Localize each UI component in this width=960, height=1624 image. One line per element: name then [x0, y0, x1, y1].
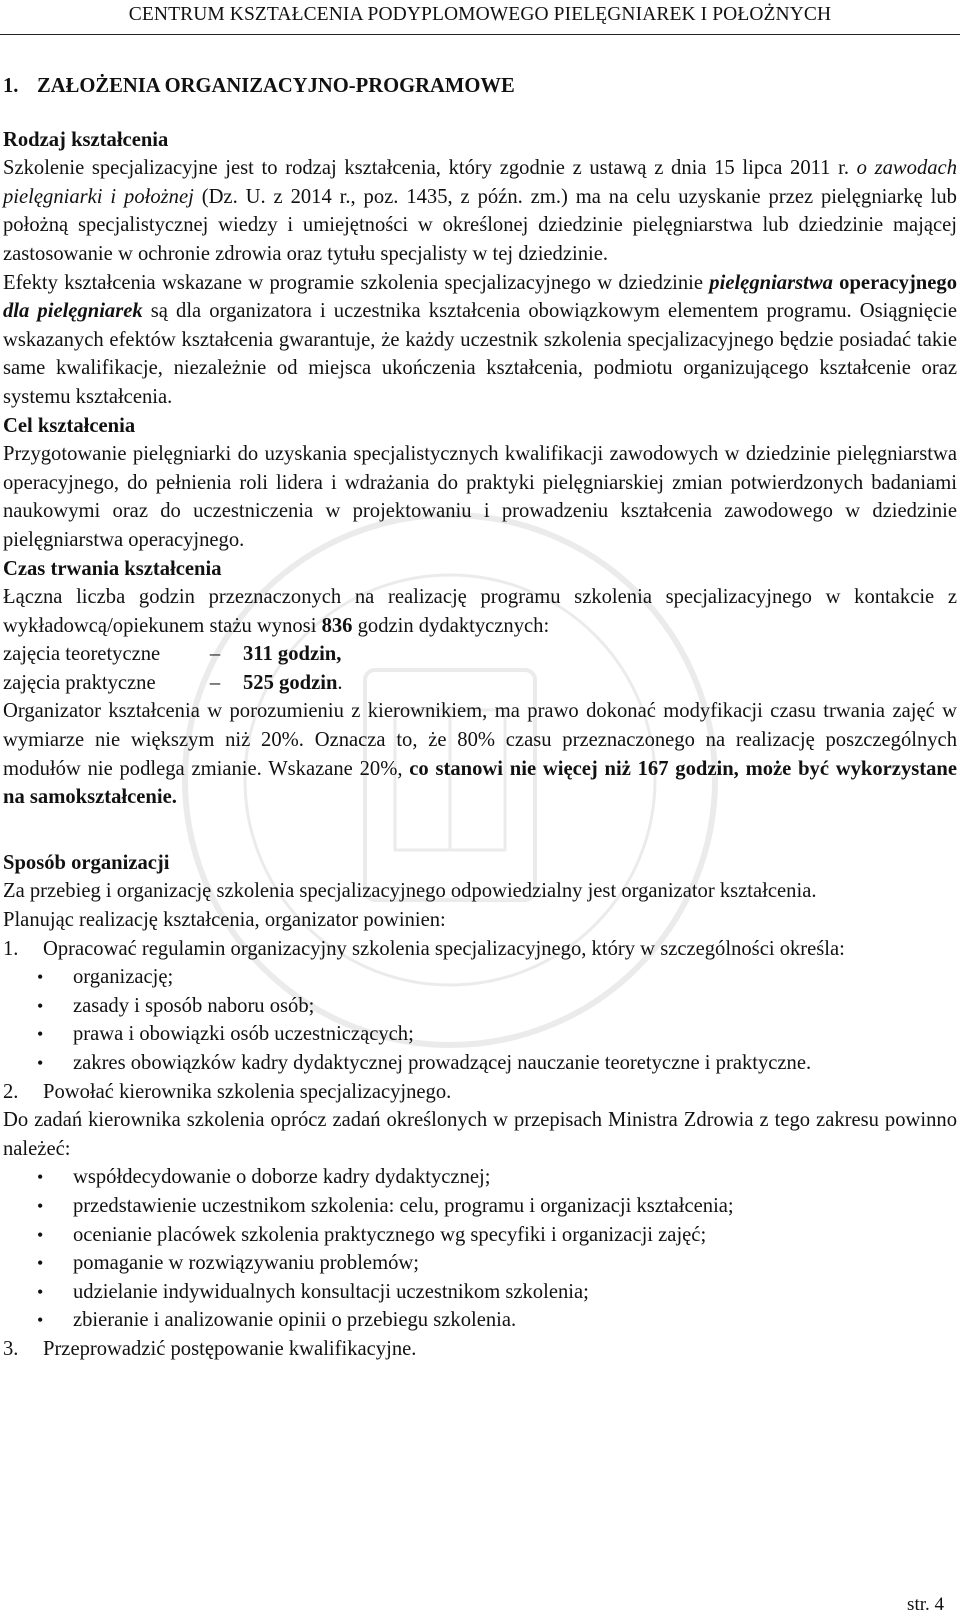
act-title: o zawodach pielęgniarki i położnej	[3, 157, 957, 208]
list-item: • zbieranie i analizowanie opinii o przebiegu szkolenia.	[3, 1306, 957, 1335]
text-run: Szkolenie specjalizacyjne jest to rodzaj kształcenia, który zgodnie z ustawą z dnia 15 lipca 2011 r.	[3, 157, 857, 180]
step-2	[3, 1078, 957, 1107]
step-text: Powołać kierownika szkolenia specjalizacyjnego.	[43, 1080, 452, 1103]
paragraph-rodzaj-2	[3, 269, 957, 412]
list-item: • zasady i sposób naboru osób;	[3, 992, 957, 1021]
heading-czas: Czas trwania kształcenia	[3, 557, 222, 580]
text-run: są dla organizatora i uczestnika kształcenia obowiązkowym elementem programu. Osiągnięcie wskazanych efektów kształcenia gwarantuje, że każdy uczestnik szkolenia specjalizacyjnego będzie posiadać takie same kwalifikacje, niezależnie od miejsca ukończenia kształcenia, podmiotu organizującego kształcenie oraz systemu kształcenia.	[3, 300, 957, 408]
list-item: • zakres obowiązków kadry dydaktycznej prowadzącej nauczanie teoretyczne i praktyczne.	[3, 1049, 957, 1078]
text-run: Efekty kształcenia wskazane w programie szkolenia specjalizacyjnego w dziedzinie	[3, 271, 710, 294]
section-number: 1.	[3, 75, 19, 97]
paragraph-sposob-2: Planując realizację kształcenia, organizator powinien:	[3, 909, 446, 932]
list-item: • organizację;	[3, 963, 957, 992]
hours-value: 525 godzin	[243, 671, 338, 694]
list-item: • udzielanie indywidualnych konsultacji uczestnikom szkolenia;	[3, 1278, 957, 1307]
dash: –	[209, 671, 221, 694]
spacer	[3, 812, 957, 849]
paragraph-sposob-3: Do zadań kierownika szkolenia oprócz zadań określonych w przepisach Ministra Zdrowia z tego zakresu powinno należeć:	[3, 1109, 957, 1160]
text-run: (Dz. U. z 2014 r., poz. 1435, z późn. zm.) ma na celu uzyskanie przez pielęgniarkę lub położną specjalistycznej wiedzy i umiejętności w określonej dziedzinie pielęgniarstwa lub dziedzinie mającej zastosowanie w ochronie zdrowia oraz tytułu specjalisty w tej dziedzinie.	[3, 185, 957, 265]
text-run: .	[337, 671, 343, 694]
paragraph-czas-1	[3, 583, 957, 640]
document-body	[3, 72, 957, 1364]
emphasis-text: pielęgniarstwa	[709, 271, 833, 294]
text-run: godzin dydaktycznych:	[352, 614, 550, 637]
paragraph-sposob-1: Za przebieg i organizację szkolenia specjalizacyjnego odpowiedzialny jest organizator kształcenia.	[3, 880, 817, 903]
hours-practice-row	[3, 669, 957, 698]
step-text: Przeprowadzić postępowanie kwalifikacyjne.	[43, 1337, 417, 1360]
heading-sposob: Sposób organizacji	[3, 851, 170, 874]
running-header: CENTRUM KSZTAŁCENIA PODYPLOMOWEGO PIELĘGNIAREK I POŁOŻNYCH	[128, 4, 832, 25]
text-run: Łączna liczba godzin przeznaczonych na realizację programu szkolenia specjalizacyjnego w kontakcie z wykładowcą/opiekunem stażu wynosi	[3, 586, 957, 637]
paragraph-czas-2	[3, 697, 957, 811]
total-hours: 836	[321, 614, 353, 637]
step-1-list	[3, 963, 957, 1077]
list-item: • współdecydowanie o doborze kadry dydaktycznej;	[3, 1163, 957, 1192]
step-text: Opracować regulamin organizacyjny szkolenia specjalizacyjnego, który w szczególności określa:	[43, 937, 845, 960]
list-item: • pomaganie w rozwiązywaniu problemów;	[3, 1249, 957, 1278]
emphasis-text: co stanowi nie więcej niż 167 godzin, może być wykorzystane na samokształcenie.	[3, 757, 958, 809]
hours-theory-row	[3, 640, 957, 669]
dash: –	[209, 643, 221, 666]
page-number: str. 4	[907, 1594, 944, 1615]
header-rule	[0, 34, 960, 35]
emphasis-text: operacyjnego	[832, 271, 957, 294]
hours-value: 311 godzin,	[243, 643, 342, 666]
paragraph-cel: Przygotowanie pielęgniarki do uzyskania specjalistycznych kwalifikacji zawodowych w dziedzinie pielęgniarstwa operacyjnego, do pełnienia roli lidera i wdrażania do praktyki pielęgniarskiej zmian potwierdzonych badaniami naukowymi oraz do uczestniczenia w projektowaniu i prowadzeniu kształcenia zawodowego w dziedzinie pielęgniarstwa operacyjnego.	[3, 443, 957, 551]
emphasis-text: dla pielęgniarek	[3, 300, 143, 323]
list-item: • prawa i obowiązki osób uczestniczących;	[3, 1020, 957, 1049]
section-title	[3, 72, 957, 101]
step-number: 2.	[3, 1080, 19, 1103]
paragraph-rodzaj-1	[3, 154, 957, 268]
text-run: Organizator kształcenia w porozumieniu z kierownikiem, ma prawo dokonać modyfikacji czasu trwania zajęć w wymiarze nie większym niż 20%. Oznacza to, że 80% czasu przeznaczonego na realizację poszczególnych modułów nie podlega zmianie. Wskazane 20%,	[3, 700, 957, 780]
hours-label: zajęcia praktyczne	[3, 671, 156, 694]
heading-cel: Cel kształcenia	[3, 414, 136, 437]
heading-rodzaj: Rodzaj kształcenia	[3, 128, 169, 151]
section-title-text: ZAŁOŻENIA ORGANIZACYJNO-PROGRAMOWE	[37, 75, 515, 97]
step-number: 1.	[3, 937, 19, 960]
step-3	[3, 1335, 957, 1364]
hours-label: zajęcia teoretyczne	[3, 643, 161, 666]
list-item: • przedstawienie uczestnikom szkolenia: celu, programu i organizacji kształcenia;	[3, 1192, 957, 1221]
duties-list	[3, 1163, 957, 1335]
list-item: • ocenianie placówek szkolenia praktycznego wg specyfiki i organizacji zajęć;	[3, 1221, 957, 1250]
step-1	[3, 935, 957, 964]
step-number: 3.	[3, 1337, 19, 1360]
